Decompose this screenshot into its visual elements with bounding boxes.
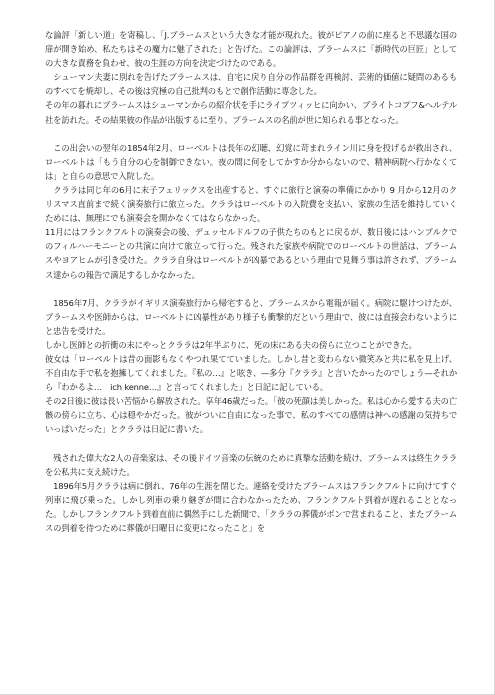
paragraph: クララは同じ年の6月に末子フェリックスを出産すると、すぐに旅行と演奏の準備にかかり 9 月から12月のクリスマス直前まで続く演奏旅行に旅立った。クララはローベルトの入院費を支払い、家族の生活を維持していくためには、無理にでも演奏会を開かなくてはならなかった。 bbox=[45, 184, 457, 224]
paragraph-gap bbox=[45, 282, 457, 296]
paragraph: しかし医師との折衝の末にやっとクララは2年半ぶりに、死の床にある夫の傍らに立つことができた。 bbox=[45, 339, 417, 350]
paragraph: シューマン夫妻に別れを告げたブラームスは、自宅に戻り自分の作品群を再検討、芸術的価値に疑問のあるものすべてを焼却し、その後は究極の自己批判のもとで創作活動に専念した。 bbox=[45, 72, 457, 97]
document-body bbox=[45, 28, 457, 535]
paragraph: 彼女は「ローベルトは昔の面影もなくやつれ果てていました。しかし昔と変わらない微笑みと共に私を見上げ、不自由な手で私を抱擁してくれました。『私の…』と呟き、—多分『クララ』と言いたかったのでしょう—それから『わかるよ… ich kenne…』と言ってくれました」と日記に記している。 bbox=[45, 353, 457, 393]
paragraph-gap bbox=[45, 127, 457, 141]
paragraph-gap bbox=[45, 437, 457, 451]
paragraph: その年の暮れにブラームスはシューマンからの紹介状を手にライプツィッヒに向かい、ブライトコプフ&ヘルテル社を訪れた。その結果彼の作品が出版するに至り、ブラームスの名前が世に知られる事となった。 bbox=[45, 100, 457, 125]
paragraph: その2日後に彼は長い苦悩から解放された。享年46歳だった。「彼の死顔は美しかった。私は心から愛する夫の亡骸の傍らに立ち、心は穏やかだった。彼がついに自由になった事で、私のすべての感情は神への感謝の気持ちでいっぱいだった」とクララは日記に書いた。 bbox=[45, 396, 457, 435]
paragraph: 残された偉大な2人の音楽家は、その後ドイツ音楽の伝統のために真摯な活動を続け、ブラームスは終生クララを公私共に支え続けた。 bbox=[45, 452, 457, 477]
paragraph: 1856年7月、クララがイギリス演奏旅行から帰宅すると、ブラームスから電報が届く。病院に駆けつけたが、ブラームスや医師からは、ローベルトに凶暴性があり様子も衝撃的だという理由で、彼には直接会わないようにと忠告を受けた。 bbox=[45, 297, 457, 336]
paragraph: 1896年5月クララは病に倒れ、76年の生涯を閉じた。連絡を受けたブラームスはフランクフルトに向けてすぐ列車に飛び乗った。しかし列車の乗り継ぎが間に合わなかったため、フランクフルト到着が遅れることとなった。しかしフランクフルト到着直前に偶然手にした新聞で、「クララの葬儀がボンで営まれること、またブラームスの到着を待つために葬儀が日曜日に変更になったこと」を bbox=[45, 480, 457, 533]
paragraph: 11月にはフランクフルトの演奏会の後、デュッセルドルフの子供たちのもとに戻るが、数日後にはハンブルクでのフィルハーモニーとの共演に向けて旅立って行った。残された家族や病院でのローベルトの世話は、ブラームスやヨアヒムが引き受けた。クララ自身はローベルトが凶暴であるという理由で見舞う事は許されず、ブラームス達からの報告で満足するしかなかった。 bbox=[45, 227, 457, 280]
paragraph: この出会いの翌年の1854年2月、ローベルトは長年の幻聴、幻覚に苛まれライン川に身を投げるが救出され、ローベルトは「もう自分の心を制御できない。夜の間に何をしてかすか分からないので、精神病院へ行かなくては」と自らの意思で入院した。 bbox=[45, 142, 457, 181]
paragraph: な論評「新しい道」を寄稿し、「J.ブラームスという大きな才能が現れた。彼がピアノの前に座ると不思議な国の扉が開き始め、私たちはその魔力に魅了された」と告げた。この論評は、ブラームスに「新時代の巨匠」としての大きな責務を負わせ、彼の生涯の方向を決定づけたのである。 bbox=[45, 30, 457, 69]
